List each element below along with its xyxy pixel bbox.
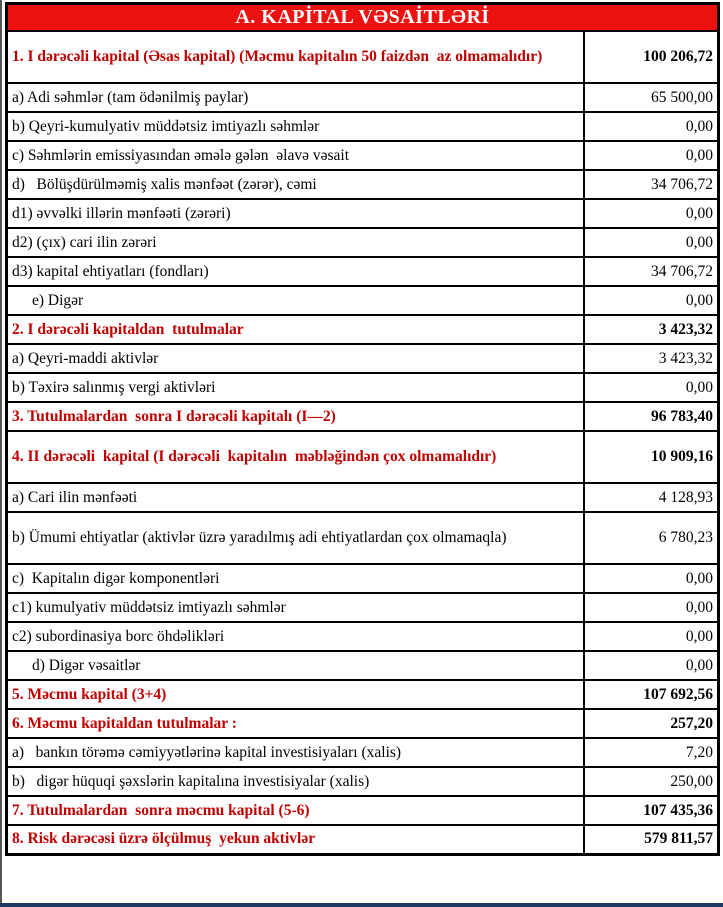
item-label: c) Kapitalın digər komponentləri: [7, 564, 584, 593]
table-row: [7, 564, 719, 593]
table-row: [7, 31, 719, 83]
capital-resources-table: [5, 2, 720, 856]
item-label: d1) əvvəlki illərin mənfəəti (zərəri): [7, 199, 584, 228]
section-label: 2. I dərəcəli kapitaldan tutulmalar: [7, 315, 584, 344]
table-row: [7, 199, 719, 228]
section-label: 5. Məcmu kapital (3+4): [7, 680, 584, 709]
item-label: a) Cari ilin mənfəəti: [7, 483, 584, 512]
value-cell: 34 706,72: [584, 257, 719, 286]
item-label: a) Adi səhmlər (tam ödənilmiş paylar): [7, 83, 584, 112]
value-cell: 65 500,00: [584, 83, 719, 112]
value-cell: 7,20: [584, 738, 719, 767]
table-header-row: [7, 4, 719, 32]
value-cell: 0,00: [584, 286, 719, 315]
item-label: d3) kapital ehtiyatları (fondları): [7, 257, 584, 286]
value-cell: 100 206,72: [584, 31, 719, 83]
table-row: [7, 170, 719, 199]
table-row: [7, 315, 719, 344]
value-cell: 0,00: [584, 622, 719, 651]
value-cell: 0,00: [584, 199, 719, 228]
table-row: [7, 825, 719, 854]
table-row: [7, 228, 719, 257]
value-cell: 0,00: [584, 112, 719, 141]
table-row: [7, 738, 719, 767]
table-row: [7, 344, 719, 373]
value-cell: 6 780,23: [584, 512, 719, 564]
value-cell: 107 692,56: [584, 680, 719, 709]
table-row: [7, 286, 719, 315]
table-row: [7, 593, 719, 622]
value-cell: 0,00: [584, 651, 719, 680]
item-label: d) Digər vəsaitlər: [7, 651, 584, 680]
value-cell: 0,00: [584, 593, 719, 622]
page-edge-line: [0, 0, 2, 907]
table-row: [7, 402, 719, 431]
table-row: [7, 112, 719, 141]
section-label: 4. II dərəcəli kapital (I dərəcəli kapitalın məbləğindən çox olmamalıdır): [7, 431, 584, 483]
table-row: [7, 796, 719, 825]
section-label: 3. Tutulmalardan sonra I dərəcəli kapitalı (I—2): [7, 402, 584, 431]
item-label: d) Bölüşdürülməmiş xalis mənfəət (zərər), cəmi: [7, 170, 584, 199]
item-label: c) Səhmlərin emissiyasından əmələ gələn əlavə vəsait: [7, 141, 584, 170]
table-row: [7, 622, 719, 651]
value-cell: 3 423,32: [584, 344, 719, 373]
item-label: b) Qeyri-kumulyativ müddətsiz imtiyazlı səhmlər: [7, 112, 584, 141]
value-cell: 579 811,57: [584, 825, 719, 854]
table-row: [7, 373, 719, 402]
table-row: [7, 431, 719, 483]
value-cell: 0,00: [584, 373, 719, 402]
table-title: A. KAPİTAL VƏSAİTLƏRİ: [7, 4, 719, 32]
item-label: d2) (çıx) cari ilin zərəri: [7, 228, 584, 257]
section-label: 8. Risk dərəcəsi üzrə ölçülmuş yekun aktivlər: [7, 825, 584, 854]
value-cell: 0,00: [584, 564, 719, 593]
value-cell: 34 706,72: [584, 170, 719, 199]
table-row: [7, 83, 719, 112]
section-label: 6. Məcmu kapitaldan tutulmalar :: [7, 709, 584, 738]
value-cell: 0,00: [584, 228, 719, 257]
table-row: [7, 483, 719, 512]
value-cell: 0,00: [584, 141, 719, 170]
table-row: [7, 257, 719, 286]
table-body: [7, 31, 719, 854]
table-row: [7, 680, 719, 709]
table-row: [7, 141, 719, 170]
item-label: c2) subordinasiya borc öhdəlikləri: [7, 622, 584, 651]
item-label: c1) kumulyativ müddətsiz imtiyazlı səhmlər: [7, 593, 584, 622]
bottom-window-edge: [0, 903, 723, 907]
item-label: b) Ümumi ehtiyatlar (aktivlər üzrə yaradılmış adi ehtiyatlardan çox olmamaqla): [7, 512, 584, 564]
item-label: b) digər hüquqi şəxslərin kapitalına investisiyalar (xalis): [7, 767, 584, 796]
item-label: a) Qeyri-maddi aktivlər: [7, 344, 584, 373]
value-cell: 10 909,16: [584, 431, 719, 483]
value-cell: 4 128,93: [584, 483, 719, 512]
value-cell: 107 435,36: [584, 796, 719, 825]
value-cell: 3 423,32: [584, 315, 719, 344]
section-label: 1. I dərəcəli kapital (Əsas kapital) (Məcmu kapitalın 50 faizdən az olmamalıdır): [7, 31, 584, 83]
table-row: [7, 651, 719, 680]
value-cell: 96 783,40: [584, 402, 719, 431]
table-row: [7, 709, 719, 738]
value-cell: 257,20: [584, 709, 719, 738]
value-cell: 250,00: [584, 767, 719, 796]
section-label: 7. Tutulmalardan sonra məcmu kapital (5-6): [7, 796, 584, 825]
table-row: [7, 512, 719, 564]
table-row: [7, 767, 719, 796]
item-label: a) bankın törəmə cəmiyyətlərinə kapital investisiyaları (xalis): [7, 738, 584, 767]
item-label: b) Təxirə salınmış vergi aktivləri: [7, 373, 584, 402]
item-label: e) Digər: [7, 286, 584, 315]
